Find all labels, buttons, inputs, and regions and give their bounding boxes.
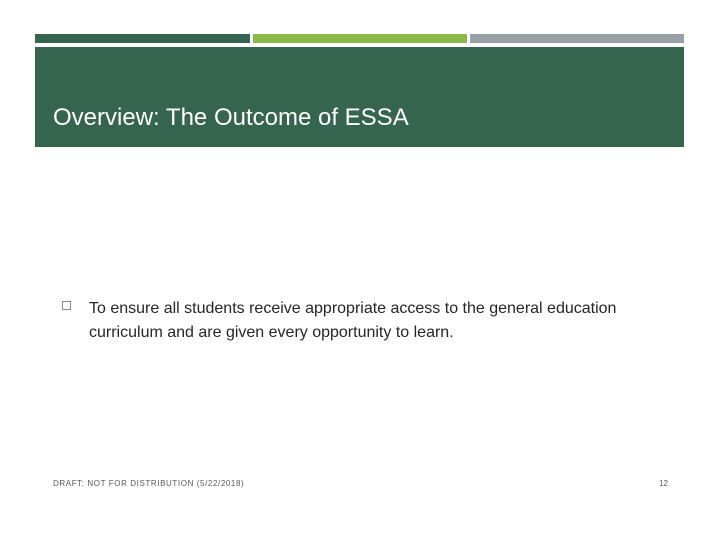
- footer-draft-note: DRAFT: NOT FOR DISTRIBUTION (5/22/2018): [53, 479, 245, 488]
- accent-bar-light-green: [253, 34, 467, 43]
- page-number: 12: [659, 479, 668, 488]
- title-band: [35, 47, 684, 147]
- square-bullet-icon: [62, 301, 71, 310]
- accent-bar-gray: [470, 34, 684, 43]
- accent-bar-dark-green: [35, 34, 250, 43]
- slide-title: Overview: The Outcome of ESSA: [53, 104, 409, 131]
- bullet-text: To ensure all students receive appropriate access to the general education curriculum and are given every opportunity to learn.: [89, 300, 617, 341]
